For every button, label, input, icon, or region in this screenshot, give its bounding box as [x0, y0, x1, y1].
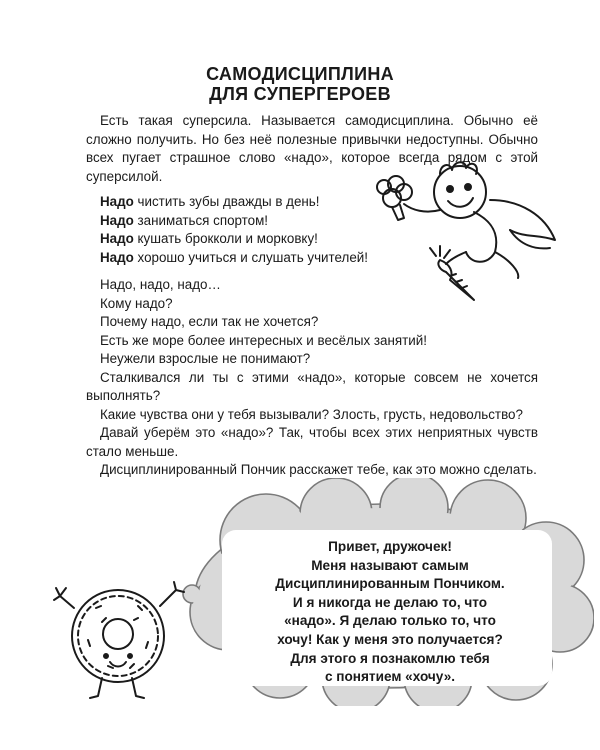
- question-paragraph: Сталкивался ли ты с этими «надо», которые совсем не хочется выполнять?: [86, 369, 538, 403]
- donut-speech: [220, 538, 560, 687]
- speech-line: Дисциплинированным Пончиком.: [275, 576, 505, 592]
- nado-item: [100, 249, 368, 268]
- text-line: Почему надо, если так не хочется?: [100, 314, 319, 329]
- nado-word: Надо: [100, 212, 134, 228]
- page-title-line-2: ДЛЯ СУПЕРГЕРОЕВ: [209, 84, 391, 104]
- nado-text: хорошо учиться и слушать учителей!: [133, 249, 368, 265]
- text-line: Есть же море более интересных и весёлых занятий!: [100, 332, 427, 348]
- nado-word: Надо: [100, 249, 134, 265]
- nado-word: Надо: [100, 194, 134, 209]
- text-line: Надо, надо, надо…: [100, 277, 221, 292]
- speech-line: Меня называют самым: [311, 557, 469, 573]
- speech-line: Для этого я познакомлю тебя: [290, 650, 490, 666]
- speech-line: Привет, дружочек!: [328, 539, 452, 554]
- speech-line: с понятием «хочу».: [324, 669, 456, 685]
- nado-item: [100, 212, 268, 231]
- nado-word: Надо: [100, 231, 134, 246]
- nado-item: [100, 193, 320, 212]
- page-title-line-1: САМОДИСЦИПЛИНА: [206, 64, 394, 84]
- donut-intro-paragraph: Дисциплинированный Пончик расскажет тебе, как это можно сделать.: [100, 462, 537, 477]
- remove-nado-paragraph: Давай уберём это «надо»? Так, чтобы всех этих неприятных чувств стало меньше.: [86, 425, 538, 459]
- speech-line: «надо». Я делаю только то, что: [284, 613, 496, 629]
- nado-text: заниматься спортом!: [133, 212, 269, 228]
- speech-line: хочу! Как у меня это получается?: [277, 631, 503, 647]
- feelings-paragraph: Какие чувства они у тебя вызывали? Злость, грусть, недовольство?: [100, 406, 523, 422]
- nado-item: [100, 230, 318, 249]
- intro-paragraph: Есть такая суперсила. Называется самодисциплина. Обычно её сложно получить. Но без неё полезные привычки недоступны. Обычно всех пугает страшное слово «надо», которое всегда рядом с этой суперсилой.: [86, 113, 538, 184]
- nado-text: кушать брокколи и морковку!: [133, 231, 318, 246]
- superhero-illustration: [370, 160, 560, 305]
- text-line: Кому надо?: [100, 295, 173, 311]
- speech-line: И я никогда не делаю то, что: [292, 594, 488, 610]
- nado-text: чистить зубы дважды в день!: [133, 194, 320, 209]
- donut-character-illustration: [46, 556, 196, 706]
- text-line: Неужели взрослые не понимают?: [100, 351, 311, 366]
